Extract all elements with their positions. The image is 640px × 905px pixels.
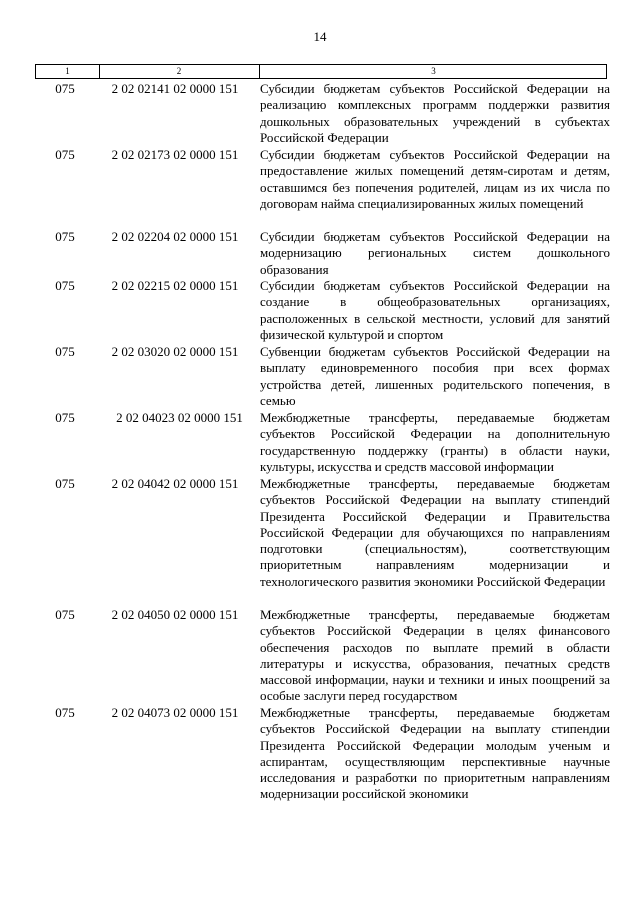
budget-code: 2 02 02141 02 0000 151 <box>111 81 239 96</box>
admin-code: 075 <box>55 607 75 622</box>
header-col-1: 1 <box>65 66 70 76</box>
header-col-2: 2 <box>176 66 182 76</box>
budget-code: 2 02 02173 02 0000 151 <box>111 147 239 162</box>
table-body <box>35 81 610 825</box>
table-row <box>35 607 610 705</box>
admin-code: 075 <box>55 81 75 96</box>
table-row <box>35 278 610 344</box>
admin-code: 075 <box>55 344 75 359</box>
budget-code: 2 02 04042 02 0000 151 <box>111 476 239 491</box>
budget-code: 2 02 02215 02 0000 151 <box>111 278 239 293</box>
admin-code: 075 <box>55 705 75 720</box>
row-description: Субсидии бюджетам субъектов Российской Федерации на реализацию комплексных программ поддержки развития дошкольных образовательных учреждений в субъектах Российской Федерации <box>260 81 610 145</box>
table-row <box>35 344 610 410</box>
row-description: Субсидии бюджетам субъектов Российской Федерации на модернизацию региональных систем дошкольного образования <box>260 229 610 277</box>
row-description: Субвенции бюджетам субъектов Российской Федерации на выплату единовременного пособия при всех формах устройства детей, лишенных родительского попечения, в семью <box>260 344 610 408</box>
table-row <box>35 705 610 825</box>
budget-code: 2 02 02204 02 0000 151 <box>111 229 239 244</box>
budget-code: 2 02 04050 02 0000 151 <box>111 607 239 622</box>
header-col-3: 3 <box>431 66 436 76</box>
table-row <box>35 410 610 476</box>
row-description: Субсидии бюджетам субъектов Российской Федерации на предоставление жилых помещений детям-сиротам и детям, оставшимся без попечения родителей, лицам из их числа по договорам найма специализированных жилых помещений <box>260 147 610 211</box>
table-row <box>35 229 610 278</box>
budget-code: 2 02 04023 02 0000 151 <box>116 410 243 425</box>
admin-code: 075 <box>55 278 75 293</box>
row-description: Межбюджетные трансферты, передаваемые бюджетам субъектов Российской Федерации в целях финансового обеспечения расходов по выплате премий в области литературы и искусства, образования, печатных средств массовой информации, науки и техники и иных поощрений за особые заслуги перед государством <box>260 607 610 704</box>
admin-code: 075 <box>55 476 75 491</box>
budget-code: 2 02 03020 02 0000 151 <box>111 344 239 359</box>
table-header <box>35 64 607 79</box>
admin-code: 075 <box>55 410 75 425</box>
table-row <box>35 147 610 229</box>
table-row <box>35 81 610 147</box>
row-description: Межбюджетные трансферты, передаваемые бюджетам субъектов Российской Федерации на выплату стипендий Президента Российской Федерации и Правительства Российской Федерации для обучающихся по направлениям подготовки (специальностям), соответствующим приоритетным направлениям модернизации и технологического развития экономики Российской Федерации <box>260 476 610 589</box>
row-description: Межбюджетные трансферты, передаваемые бюджетам субъектов Российской Федерации на дополнительную государственную поддержку (гранты) в области науки, культуры, искусства и средств массовой информации <box>260 410 610 474</box>
table-row <box>35 476 610 607</box>
page-number: 14 <box>313 29 327 44</box>
row-description: Субсидии бюджетам субъектов Российской Федерации на создание в общеобразовательных организациях, расположенных в сельской местности, условий для занятий физической культурой и спортом <box>260 278 610 342</box>
admin-code: 075 <box>55 229 75 244</box>
budget-code: 2 02 04073 02 0000 151 <box>111 705 239 720</box>
row-description: Межбюджетные трансферты, передаваемые бюджетам субъектов Российской Федерации на выплату стипендии Президента Российской Федерации молодым ученым и аспирантам, осуществляющим перспективные научные исследования и разработки по приоритетным направлениям модернизации российской экономики <box>260 705 610 802</box>
admin-code: 075 <box>55 147 75 162</box>
